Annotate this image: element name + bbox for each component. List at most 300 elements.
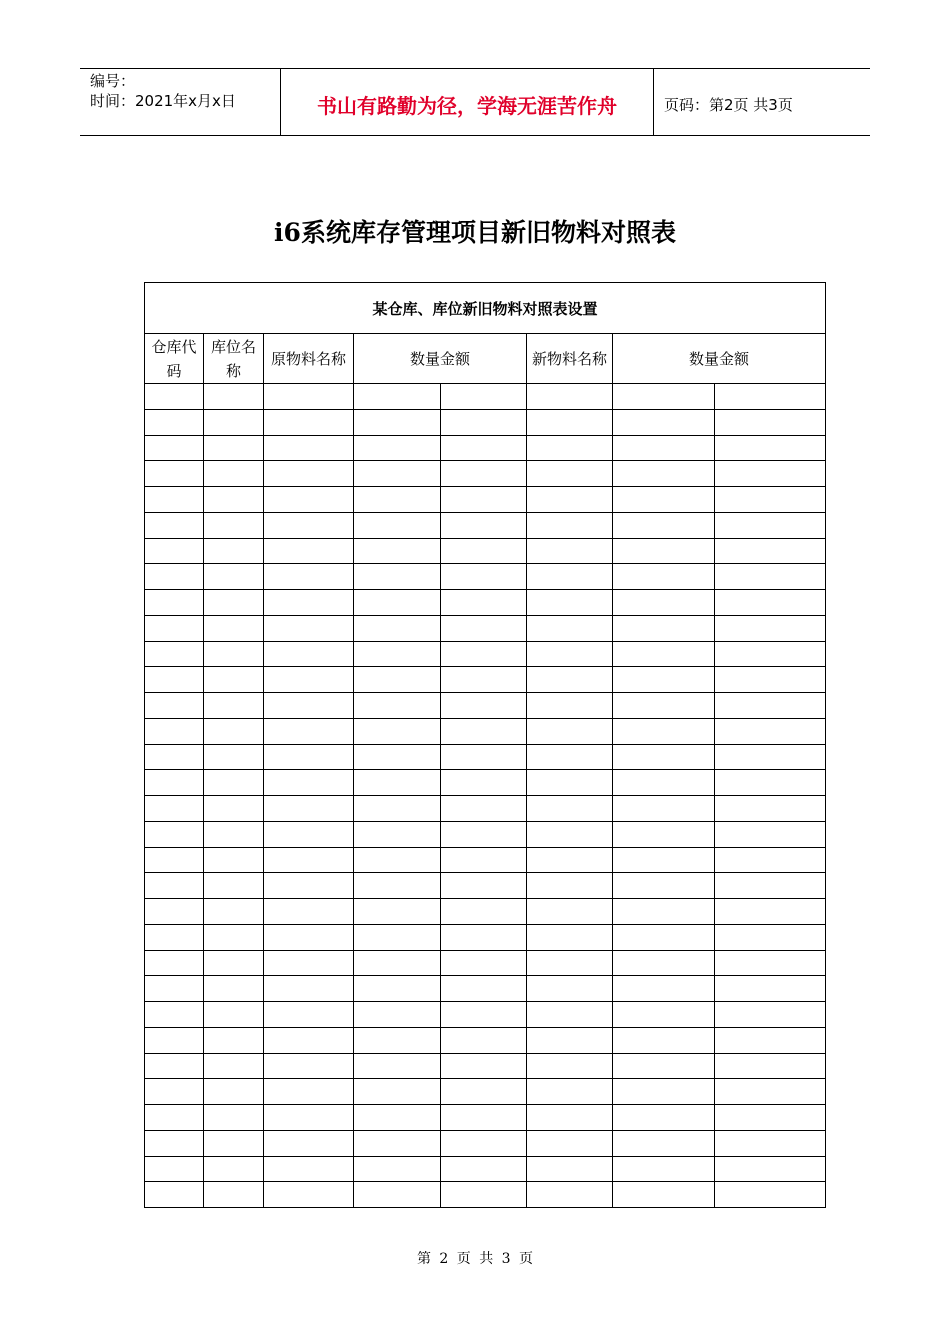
table-cell bbox=[204, 435, 264, 461]
table-cell bbox=[715, 770, 826, 796]
table-row bbox=[145, 718, 826, 744]
table-row bbox=[145, 1002, 826, 1028]
table-row bbox=[145, 1027, 826, 1053]
table-cell bbox=[264, 1105, 354, 1131]
table-cell bbox=[204, 1002, 264, 1028]
table-cell bbox=[145, 461, 204, 487]
table-cell bbox=[613, 1002, 715, 1028]
table-cell bbox=[715, 615, 826, 641]
table-cell bbox=[441, 1002, 527, 1028]
number-label: 编号： bbox=[90, 72, 136, 90]
table-cell bbox=[264, 770, 354, 796]
table-cell bbox=[441, 976, 527, 1002]
table-cell bbox=[527, 590, 613, 616]
table-cell bbox=[715, 976, 826, 1002]
table-cell bbox=[354, 821, 441, 847]
table-cell bbox=[145, 538, 204, 564]
table-row bbox=[145, 847, 826, 873]
table-cell bbox=[527, 1105, 613, 1131]
table-cell bbox=[264, 1027, 354, 1053]
table-cell bbox=[204, 796, 264, 822]
table-cell bbox=[354, 667, 441, 693]
table-cell bbox=[264, 744, 354, 770]
table-cell bbox=[204, 976, 264, 1002]
table-cell bbox=[527, 409, 613, 435]
table-cell bbox=[264, 1182, 354, 1208]
table-cell bbox=[354, 1105, 441, 1131]
table-cell bbox=[441, 950, 527, 976]
table-cell bbox=[145, 590, 204, 616]
table-cell bbox=[613, 641, 715, 667]
table-row bbox=[145, 1079, 826, 1105]
table-cell bbox=[204, 821, 264, 847]
table-cell bbox=[613, 770, 715, 796]
table-cell bbox=[527, 1079, 613, 1105]
table-cell bbox=[441, 899, 527, 925]
table-cell bbox=[441, 1027, 527, 1053]
table-cell bbox=[264, 718, 354, 744]
table-row bbox=[145, 564, 826, 590]
table-cell bbox=[145, 641, 204, 667]
table-cell bbox=[715, 924, 826, 950]
table-cell bbox=[204, 1182, 264, 1208]
table-cell bbox=[715, 1027, 826, 1053]
table-cell bbox=[441, 1105, 527, 1131]
table-cell bbox=[354, 1027, 441, 1053]
table-cell bbox=[441, 1130, 527, 1156]
table-cell bbox=[145, 1079, 204, 1105]
table-cell bbox=[441, 667, 527, 693]
col-new-material-name: 新物料名称 bbox=[527, 334, 613, 384]
table-cell bbox=[527, 667, 613, 693]
header-motto: 书山有路勤为径，学海无涯苦作舟 bbox=[281, 69, 654, 135]
table-row bbox=[145, 1182, 826, 1208]
table-cell bbox=[204, 667, 264, 693]
table-cell bbox=[441, 461, 527, 487]
table-cell bbox=[204, 1130, 264, 1156]
table-cell bbox=[613, 384, 715, 410]
table-cell bbox=[441, 487, 527, 513]
table-cell bbox=[715, 821, 826, 847]
table-cell bbox=[204, 590, 264, 616]
table-cell bbox=[354, 564, 441, 590]
table-row bbox=[145, 615, 826, 641]
table-cell bbox=[145, 1156, 204, 1182]
table-caption: 某仓库、库位新旧物料对照表设置 bbox=[145, 283, 826, 334]
table-row bbox=[145, 1053, 826, 1079]
table-cell bbox=[715, 899, 826, 925]
table-cell bbox=[354, 590, 441, 616]
table-cell bbox=[715, 1130, 826, 1156]
table-cell bbox=[204, 899, 264, 925]
table-cell bbox=[441, 744, 527, 770]
table-cell bbox=[527, 924, 613, 950]
table-cell bbox=[204, 1105, 264, 1131]
table-cell bbox=[527, 1156, 613, 1182]
table-cell bbox=[441, 1156, 527, 1182]
table-cell bbox=[354, 899, 441, 925]
table-cell bbox=[204, 1079, 264, 1105]
table-cell bbox=[527, 1027, 613, 1053]
table-cell bbox=[527, 847, 613, 873]
page-header bbox=[80, 68, 870, 136]
table-row bbox=[145, 538, 826, 564]
table-cell bbox=[441, 590, 527, 616]
table-row bbox=[145, 461, 826, 487]
table-cell bbox=[204, 641, 264, 667]
table-cell bbox=[264, 847, 354, 873]
table-cell bbox=[441, 796, 527, 822]
table-cell bbox=[354, 409, 441, 435]
table-row bbox=[145, 899, 826, 925]
table-cell bbox=[354, 847, 441, 873]
table-cell bbox=[527, 796, 613, 822]
table-cell bbox=[264, 435, 354, 461]
table-row bbox=[145, 590, 826, 616]
table-caption-row bbox=[145, 283, 826, 334]
table-cell bbox=[264, 487, 354, 513]
table-cell bbox=[354, 1130, 441, 1156]
table-cell bbox=[715, 744, 826, 770]
table-cell bbox=[715, 1079, 826, 1105]
col-old-qty-amount: 数量金额 bbox=[354, 334, 527, 384]
table-cell bbox=[354, 1079, 441, 1105]
table-row bbox=[145, 821, 826, 847]
table-cell bbox=[613, 873, 715, 899]
table-cell bbox=[145, 718, 204, 744]
table-cell bbox=[264, 667, 354, 693]
table-cell bbox=[204, 924, 264, 950]
table-cell bbox=[527, 821, 613, 847]
table-cell bbox=[715, 435, 826, 461]
table-cell bbox=[264, 693, 354, 719]
table-cell bbox=[145, 1130, 204, 1156]
table-cell bbox=[613, 615, 715, 641]
table-cell bbox=[145, 847, 204, 873]
table-cell bbox=[354, 461, 441, 487]
table-row bbox=[145, 641, 826, 667]
table-cell bbox=[204, 1156, 264, 1182]
table-row bbox=[145, 744, 826, 770]
table-cell bbox=[715, 487, 826, 513]
table-cell bbox=[715, 1053, 826, 1079]
table-cell bbox=[264, 615, 354, 641]
table-cell bbox=[204, 718, 264, 744]
table-cell bbox=[613, 1053, 715, 1079]
table-cell bbox=[264, 384, 354, 410]
table-cell bbox=[715, 950, 826, 976]
table-cell bbox=[264, 873, 354, 899]
table-cell bbox=[715, 384, 826, 410]
table-cell bbox=[204, 693, 264, 719]
table-header-row bbox=[145, 334, 826, 384]
table-cell bbox=[145, 1027, 204, 1053]
table-cell bbox=[715, 1105, 826, 1131]
table-cell bbox=[527, 693, 613, 719]
table-cell bbox=[715, 667, 826, 693]
table-cell bbox=[264, 821, 354, 847]
table-cell bbox=[145, 873, 204, 899]
table-cell bbox=[613, 487, 715, 513]
table-cell bbox=[145, 667, 204, 693]
table-cell bbox=[715, 1002, 826, 1028]
table-cell bbox=[354, 924, 441, 950]
table-cell bbox=[145, 564, 204, 590]
table-cell bbox=[354, 1053, 441, 1079]
table-cell bbox=[354, 770, 441, 796]
table-cell bbox=[145, 1002, 204, 1028]
table-cell bbox=[204, 770, 264, 796]
table-cell bbox=[145, 924, 204, 950]
table-cell bbox=[264, 1156, 354, 1182]
table-cell bbox=[145, 512, 204, 538]
table-cell bbox=[527, 744, 613, 770]
table-row bbox=[145, 796, 826, 822]
table-cell bbox=[354, 538, 441, 564]
table-cell bbox=[441, 693, 527, 719]
table-cell bbox=[613, 461, 715, 487]
table-cell bbox=[613, 821, 715, 847]
table-cell bbox=[145, 1105, 204, 1131]
table-cell bbox=[264, 564, 354, 590]
table-cell bbox=[204, 1027, 264, 1053]
col-old-material-name: 原物料名称 bbox=[264, 334, 354, 384]
table-cell bbox=[354, 796, 441, 822]
table-cell bbox=[264, 924, 354, 950]
table-row bbox=[145, 384, 826, 410]
table-cell bbox=[264, 590, 354, 616]
table-cell bbox=[264, 899, 354, 925]
table-cell bbox=[354, 718, 441, 744]
material-mapping-table bbox=[144, 282, 826, 1208]
table-cell bbox=[441, 718, 527, 744]
table-cell bbox=[613, 899, 715, 925]
table-cell bbox=[527, 641, 613, 667]
header-meta bbox=[80, 69, 281, 135]
table-cell bbox=[613, 1079, 715, 1105]
table-cell bbox=[354, 744, 441, 770]
table-cell bbox=[613, 847, 715, 873]
table-cell bbox=[204, 409, 264, 435]
table-cell bbox=[715, 590, 826, 616]
table-cell bbox=[354, 693, 441, 719]
table-cell bbox=[441, 538, 527, 564]
header-page-info: 页码：第2页 共3页 bbox=[664, 95, 793, 114]
table-cell bbox=[354, 641, 441, 667]
table-cell bbox=[715, 1156, 826, 1182]
table-cell bbox=[204, 847, 264, 873]
table-cell bbox=[527, 435, 613, 461]
table-cell bbox=[145, 770, 204, 796]
table-cell bbox=[354, 950, 441, 976]
table-cell bbox=[441, 1079, 527, 1105]
table-cell bbox=[527, 384, 613, 410]
table-row bbox=[145, 976, 826, 1002]
table-row bbox=[145, 873, 826, 899]
table-cell bbox=[204, 487, 264, 513]
table-cell bbox=[715, 796, 826, 822]
table-cell bbox=[715, 873, 826, 899]
table-cell bbox=[527, 461, 613, 487]
table-row bbox=[145, 667, 826, 693]
table-cell bbox=[527, 718, 613, 744]
table-cell bbox=[145, 384, 204, 410]
table-row bbox=[145, 512, 826, 538]
table-cell bbox=[715, 461, 826, 487]
table-cell bbox=[527, 770, 613, 796]
table-cell bbox=[354, 976, 441, 1002]
table-cell bbox=[613, 1130, 715, 1156]
table-cell bbox=[204, 384, 264, 410]
table-cell bbox=[613, 590, 715, 616]
table-cell bbox=[145, 1182, 204, 1208]
table-cell bbox=[527, 1053, 613, 1079]
table-cell bbox=[715, 564, 826, 590]
table-cell bbox=[204, 461, 264, 487]
table-cell bbox=[613, 409, 715, 435]
table-cell bbox=[204, 615, 264, 641]
table-cell bbox=[354, 873, 441, 899]
table-cell bbox=[613, 950, 715, 976]
table-cell bbox=[354, 487, 441, 513]
table-cell bbox=[145, 693, 204, 719]
table-cell bbox=[264, 538, 354, 564]
table-row bbox=[145, 924, 826, 950]
table-cell bbox=[527, 873, 613, 899]
table-cell bbox=[264, 1053, 354, 1079]
table-cell bbox=[715, 1182, 826, 1208]
table-cell bbox=[264, 1002, 354, 1028]
table-cell bbox=[613, 435, 715, 461]
table-row bbox=[145, 950, 826, 976]
table-cell bbox=[613, 924, 715, 950]
table-cell bbox=[264, 796, 354, 822]
table-cell bbox=[264, 641, 354, 667]
table-cell bbox=[613, 976, 715, 1002]
table-row bbox=[145, 1130, 826, 1156]
table-cell bbox=[264, 976, 354, 1002]
table-cell bbox=[441, 847, 527, 873]
table-cell bbox=[613, 512, 715, 538]
table-cell bbox=[145, 821, 204, 847]
table-cell bbox=[145, 950, 204, 976]
table-cell bbox=[264, 461, 354, 487]
table-cell bbox=[715, 693, 826, 719]
table-cell bbox=[441, 770, 527, 796]
table-row bbox=[145, 1105, 826, 1131]
table-cell bbox=[613, 667, 715, 693]
table-cell bbox=[527, 564, 613, 590]
table-cell bbox=[527, 899, 613, 925]
table-cell bbox=[527, 1002, 613, 1028]
table-cell bbox=[715, 847, 826, 873]
table-cell bbox=[441, 435, 527, 461]
table-cell bbox=[354, 615, 441, 641]
table-cell bbox=[264, 512, 354, 538]
table-cell bbox=[441, 924, 527, 950]
table-cell bbox=[145, 487, 204, 513]
table-cell bbox=[441, 512, 527, 538]
table-cell bbox=[715, 538, 826, 564]
table-cell bbox=[527, 1130, 613, 1156]
table-cell bbox=[145, 899, 204, 925]
table-cell bbox=[613, 718, 715, 744]
table-cell bbox=[527, 512, 613, 538]
col-location-name: 库位名称 bbox=[204, 334, 264, 384]
table-cell bbox=[204, 538, 264, 564]
table-cell bbox=[613, 1156, 715, 1182]
table-cell bbox=[145, 796, 204, 822]
table-row bbox=[145, 1156, 826, 1182]
table-cell bbox=[145, 744, 204, 770]
table-cell bbox=[441, 409, 527, 435]
table-cell bbox=[145, 976, 204, 1002]
document-title: i6系统库存管理项目新旧物料对照表 bbox=[274, 218, 676, 247]
table-row bbox=[145, 487, 826, 513]
col-warehouse-code: 仓库代码 bbox=[145, 334, 204, 384]
table-row bbox=[145, 409, 826, 435]
table-row bbox=[145, 435, 826, 461]
table-row bbox=[145, 770, 826, 796]
table-cell bbox=[527, 538, 613, 564]
table-cell bbox=[145, 409, 204, 435]
table-cell bbox=[204, 950, 264, 976]
table-cell bbox=[204, 1053, 264, 1079]
table-cell bbox=[527, 615, 613, 641]
time-label: 时间：2021年x月x日 bbox=[90, 92, 236, 110]
table-cell bbox=[145, 615, 204, 641]
table-cell bbox=[441, 615, 527, 641]
table-cell bbox=[354, 435, 441, 461]
table-cell bbox=[613, 1105, 715, 1131]
table-cell bbox=[613, 538, 715, 564]
table-cell bbox=[204, 512, 264, 538]
table-cell bbox=[715, 409, 826, 435]
table-cell bbox=[264, 950, 354, 976]
table-cell bbox=[354, 1182, 441, 1208]
table-cell bbox=[613, 1182, 715, 1208]
table-cell bbox=[441, 1053, 527, 1079]
table-cell bbox=[613, 744, 715, 770]
table-cell bbox=[715, 512, 826, 538]
table-cell bbox=[613, 1027, 715, 1053]
table-cell bbox=[613, 796, 715, 822]
table-row bbox=[145, 693, 826, 719]
table-cell bbox=[715, 718, 826, 744]
table-cell bbox=[527, 487, 613, 513]
table-cell bbox=[527, 976, 613, 1002]
page-footer: 第 2 页 共 3 页 bbox=[416, 1251, 534, 1267]
table-cell bbox=[264, 409, 354, 435]
table-cell bbox=[145, 1053, 204, 1079]
table-cell bbox=[527, 950, 613, 976]
table-cell bbox=[204, 564, 264, 590]
table-cell bbox=[613, 693, 715, 719]
table-cell bbox=[264, 1079, 354, 1105]
table-cell bbox=[441, 1182, 527, 1208]
table-cell bbox=[204, 873, 264, 899]
table-cell bbox=[441, 384, 527, 410]
table-cell bbox=[441, 564, 527, 590]
table-cell bbox=[441, 873, 527, 899]
table-cell bbox=[715, 641, 826, 667]
table-cell bbox=[441, 641, 527, 667]
table-cell bbox=[204, 744, 264, 770]
table-cell bbox=[354, 384, 441, 410]
table-cell bbox=[354, 512, 441, 538]
table-cell bbox=[441, 821, 527, 847]
table-cell bbox=[354, 1156, 441, 1182]
